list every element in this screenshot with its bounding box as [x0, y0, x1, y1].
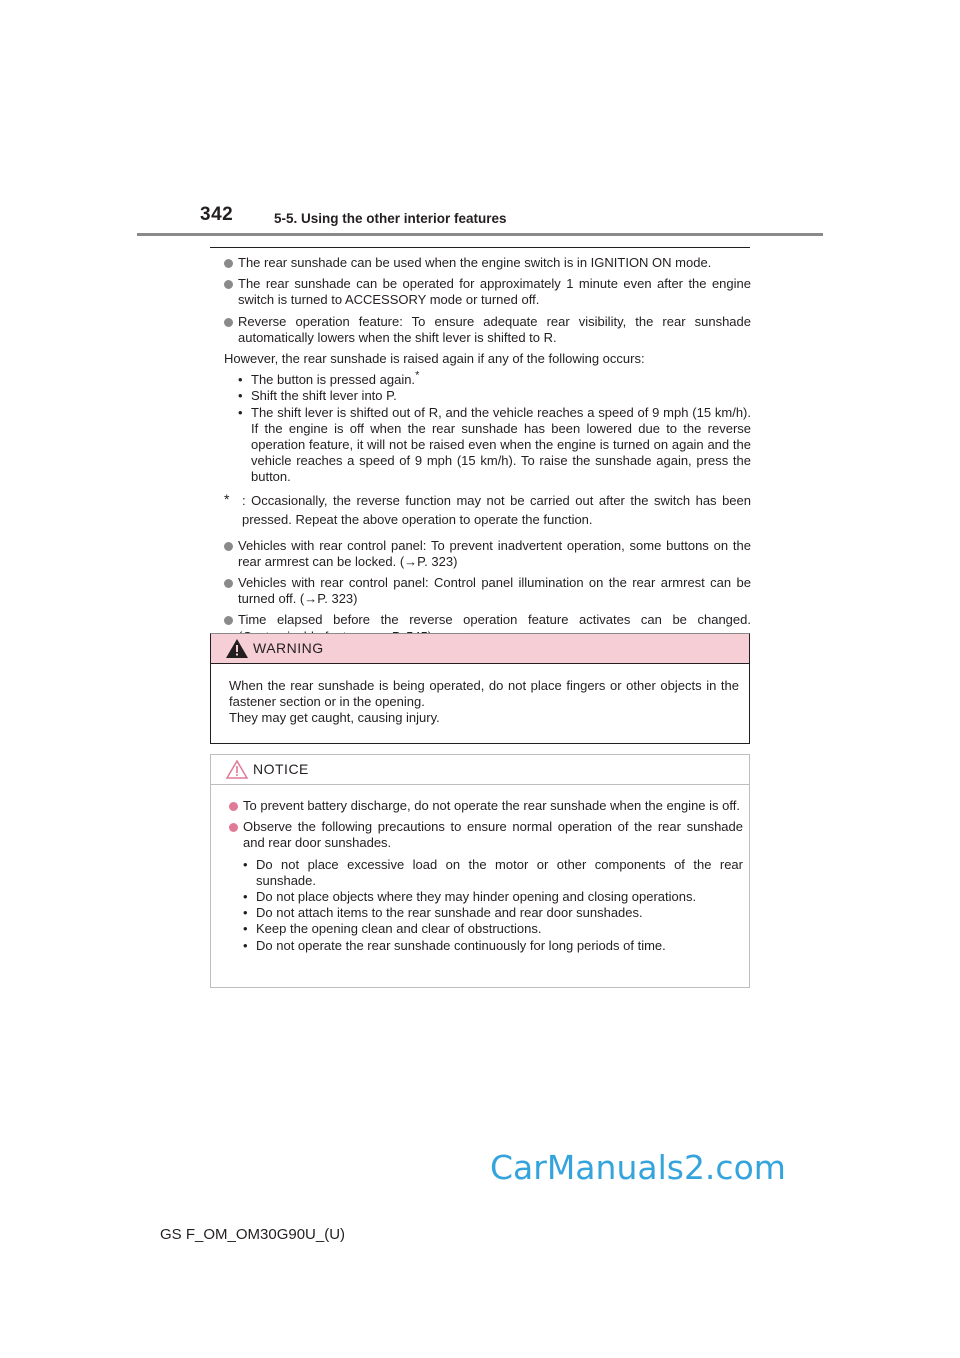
note-accessory-mode — [224, 276, 751, 308]
however-paragraph — [224, 351, 751, 367]
watermark-logo: CarManuals2.com — [490, 1148, 786, 1187]
footnote-text: : Occasionally, the reverse function may not be carried out after the switch has been pressed. Repeat the above operation to operate the function. — [242, 492, 751, 527]
notice-body — [211, 785, 749, 954]
note-text: Time elapsed before the reverse operation feature activates can be changed. — [238, 612, 751, 628]
list-item: • Do not operate the rear sunshade continuously for long periods of time. — [243, 937, 666, 953]
notice-header — [211, 755, 749, 785]
list-item: • Keep the opening clean and clear of obstructions. — [243, 921, 542, 937]
bullet-icon — [224, 616, 233, 625]
list-item-text: The shift lever is shifted out of R, and the vehicle reaches a speed of 9 mph (15 km/h). If the engine is off when the rear sunshade has been lowered due to the reverse operation feature, it will not be raised even when the engine is turned on again and the vehicle reaches a speed of 9 mph (15 km/h). To raise the sunshade again, press the button. — [251, 404, 751, 485]
bullet-icon — [224, 318, 233, 327]
note-text: Vehicles with rear control panel: To prevent inadvertent operation, some buttons on the rear armrest can be locked. (→P. 323) — [238, 537, 751, 569]
section-title: 5-5. Using the other interior features — [274, 211, 507, 226]
page-number: 342 — [200, 204, 234, 225]
list-item: • Do not place objects where they may hinder opening and closing operations. — [243, 889, 697, 905]
notice-item — [229, 819, 743, 954]
footnote-mark: * — [224, 490, 230, 507]
bullet-icon — [224, 579, 233, 588]
warning-text: When the rear sunshade is being operated, do not place fingers or other objects in the fastener section or in the opening. — [229, 678, 739, 710]
bullet-icon — [224, 542, 233, 551]
document-code: GS F_OM_OM30G90U_(U) — [160, 1226, 346, 1243]
header-rule — [137, 233, 823, 236]
bullet-icon — [229, 823, 238, 832]
however-text: However, the rear sunshade is raised again if any of the following occurs: — [224, 351, 645, 367]
warning-title: WARNING — [253, 640, 324, 656]
notice-item-text: To prevent battery discharge, do not operate the rear sunshade when the engine is off. — [243, 798, 740, 813]
notice-item — [229, 798, 743, 814]
warning-text: They may get caught, causing injury. — [229, 710, 440, 726]
asterisk-mark: * — [415, 369, 420, 382]
list-item-text: Do not place objects where they may hinder opening and closing operations. — [256, 889, 697, 905]
note-reverse-operation — [224, 314, 751, 346]
list-item: • The shift lever is shifted out of R, and the vehicle reaches a speed of 9 mph (15 km/h). If the engine is off when the rear sunshade has been lowered due to the reverse operation feature, it will not be raised even when the engine is turned on again and the vehicle reaches a speed of 9 mph (15 km/h). To raise the sunshade again, press the button. — [238, 404, 751, 485]
list-item: • Shift the shift lever into P. — [238, 388, 397, 404]
list-item-text: Do not place excessive load on the motor or other components of the rear sunshade. — [256, 856, 743, 888]
note-text: Reverse operation feature: To ensure adequate rear visibility, the rear sunshade automatically lowers when the shift lever is shifted to R. — [238, 313, 751, 345]
note-rear-armrest-lock — [224, 538, 751, 570]
note-panel-illumination — [224, 575, 751, 607]
bullet-icon — [224, 280, 233, 289]
footnote — [224, 491, 751, 529]
notice-item-text: Observe the following precautions to ensure normal operation of the rear sunshade and rear door sunshades. — [243, 819, 743, 851]
list-item-text: Do not operate the rear sunshade continuously for long periods of time. — [256, 937, 666, 953]
notice-title: NOTICE — [253, 761, 309, 777]
warning-triangle-icon — [226, 639, 248, 658]
warning-body — [211, 664, 749, 727]
warning-header — [211, 634, 749, 664]
list-item-text: The button is pressed again. — [251, 372, 416, 388]
warning-box — [210, 633, 750, 744]
notes-section — [224, 255, 751, 650]
note-ignition-on — [224, 255, 751, 271]
list-item-text: Shift the shift lever into P. — [251, 388, 397, 404]
list-item-text: Do not attach items to the rear sunshade and rear door sunshades. — [256, 905, 643, 921]
list-item-text: Keep the opening clean and clear of obstructions. — [256, 921, 542, 937]
bullet-icon — [224, 259, 233, 268]
note-text: The rear sunshade can be used when the engine switch is in IGNITION ON mode. — [238, 255, 712, 270]
notice-box — [210, 754, 750, 988]
caution-triangle-icon — [226, 760, 248, 779]
note-text: Vehicles with rear control panel: Control panel illumination on the rear armrest can be turned off. (→P. 323) — [238, 575, 751, 607]
list-item: • Do not attach items to the rear sunshade and rear door sunshades. — [243, 905, 643, 921]
bullet-icon — [229, 802, 238, 811]
list-item: • Do not place excessive load on the motor or other components of the rear sunshade. — [243, 856, 743, 888]
list-item: • The button is pressed again.* — [238, 369, 420, 388]
note-text: The rear sunshade can be operated for approximately 1 minute even after the engine switch is turned to ACCESSORY mode or turned off. — [238, 276, 751, 308]
notes-rule — [210, 247, 750, 248]
raise-conditions-list — [238, 369, 751, 485]
precautions-list — [243, 857, 743, 954]
